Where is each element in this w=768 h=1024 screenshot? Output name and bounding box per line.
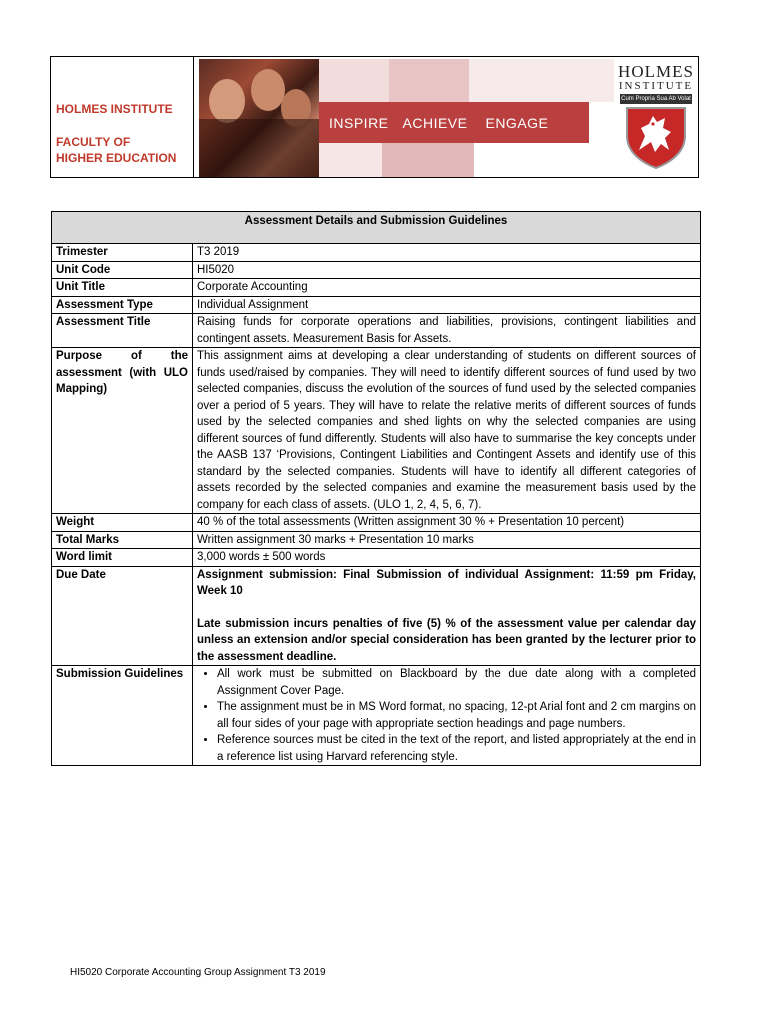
faculty-line-1: FACULTY OF xyxy=(56,135,131,149)
logo-motto: Cum Propria Sua Ab Volat xyxy=(621,96,691,102)
list-item: • All work must be submitted on Blackboard by the due date along with a completed Assignment Cover Page. xyxy=(217,666,696,699)
row-label-due-date: Due Date xyxy=(52,566,193,666)
row-value-unit-code: HI5020 xyxy=(193,261,701,279)
table-row xyxy=(52,531,701,549)
list-item: • The assignment must be in MS Word format, no spacing, 12-pt Arial font and 2 cm margins on all four sides of your page with appropriate section headings and page numbers. xyxy=(217,699,696,732)
late-submission-text: Late submission incurs penalties of five (5) % of the assessment value per calendar day unless an extension and/or special consideration has been granted by the lecturer prior to the assessment deadline. xyxy=(197,617,696,663)
table-row xyxy=(52,666,701,766)
row-label-weight: Weight xyxy=(52,514,193,532)
row-label-trimester: Trimester xyxy=(52,244,193,262)
students-photo xyxy=(199,59,319,177)
row-label-assessment-title: Assessment Title xyxy=(52,314,193,348)
table-row xyxy=(52,514,701,532)
holmes-logo xyxy=(614,57,698,177)
row-value-assessment-type: Individual Assignment xyxy=(193,296,701,314)
due-date-submission-text: Assignment submission: Final Submission of individual Assignment: 11:59 pm Friday, Week 10 xyxy=(197,568,696,597)
assessment-details-table xyxy=(51,211,701,766)
page-footer: HI5020 Corporate Accounting Group Assignment T3 2019 xyxy=(70,967,326,978)
griffin-shield-icon xyxy=(623,106,689,170)
logo-text-holmes: HOLMES xyxy=(618,62,694,81)
row-value-weight: 40 % of the total assessments (Written assignment 30 % + Presentation 10 percent) xyxy=(193,514,701,532)
table-row xyxy=(52,279,701,297)
submission-guidelines-list xyxy=(197,666,696,765)
row-label-word-limit: Word limit xyxy=(52,549,193,567)
row-label-unit-title: Unit Title xyxy=(52,279,193,297)
row-value-word-limit: 3,000 words ± 500 words xyxy=(193,549,701,567)
row-label-purpose: Purpose of the assessment (with ULO Mapping) xyxy=(52,348,193,514)
banner-word-achieve: ACHIEVE xyxy=(402,114,468,131)
table-row xyxy=(52,549,701,567)
institute-name: HOLMES INSTITUTE xyxy=(56,102,173,116)
list-item: • Reference sources must be cited in the text of the report, and listed appropriately at the end in a reference list using Harvard referencing style. xyxy=(217,732,696,765)
row-value-unit-title: Corporate Accounting xyxy=(193,279,701,297)
table-row xyxy=(52,244,701,262)
row-label-unit-code: Unit Code xyxy=(52,261,193,279)
row-label-total-marks: Total Marks xyxy=(52,531,193,549)
row-value-assessment-title: Raising funds for corporate operations and liabilities, provisions, contingent liabilities and contingent assets. Measurement Basis for Assets. xyxy=(193,314,701,348)
table-row xyxy=(52,261,701,279)
table-title: Assessment Details and Submission Guidelines xyxy=(52,212,701,244)
logo-text-institute: INSTITUTE xyxy=(618,80,694,92)
row-value-trimester: T3 2019 xyxy=(193,244,701,262)
banner-word-inspire: INSPIRE xyxy=(329,114,389,131)
header-banner xyxy=(194,57,614,177)
row-value-total-marks: Written assignment 30 marks + Presentation 10 marks xyxy=(193,531,701,549)
row-value-purpose: This assignment aims at developing a clear understanding of students on different sources of funds used/raised by companies. They will need to identify different sources of fund used by two selected companies, discuss the evolution of the sources of fund used by the selected companies over a period of 5 years. They will have to relate the relative merits of different sources of funds used by the selected companies and shed lights on why the selected companies are using different sources of fund differently. Students will also have to summarise the key concepts under the AASB 137 ‘Provisions, Contingent Liabilities and Contingent Assets and identify use of this standard by the selected companies. Students will have to identify all different categories of assets recorded by the selected companies and examine the measurement basis used by the company for each class of assets. (ULO 1, 2, 4, 5, 6, 7). xyxy=(193,348,701,514)
institute-block xyxy=(51,57,194,177)
row-value-submission xyxy=(193,666,701,766)
row-label-submission: Submission Guidelines xyxy=(52,666,193,766)
table-row xyxy=(52,314,701,348)
table-row xyxy=(52,296,701,314)
row-label-assessment-type: Assessment Type xyxy=(52,296,193,314)
table-row xyxy=(52,348,701,514)
document-header xyxy=(50,56,699,178)
faculty-line-2: HIGHER EDUCATION xyxy=(56,151,177,165)
banner-word-engage: ENGAGE xyxy=(485,114,549,131)
inspire-achieve-engage-band xyxy=(319,102,589,143)
table-row xyxy=(52,566,701,666)
row-value-due-date xyxy=(193,566,701,666)
